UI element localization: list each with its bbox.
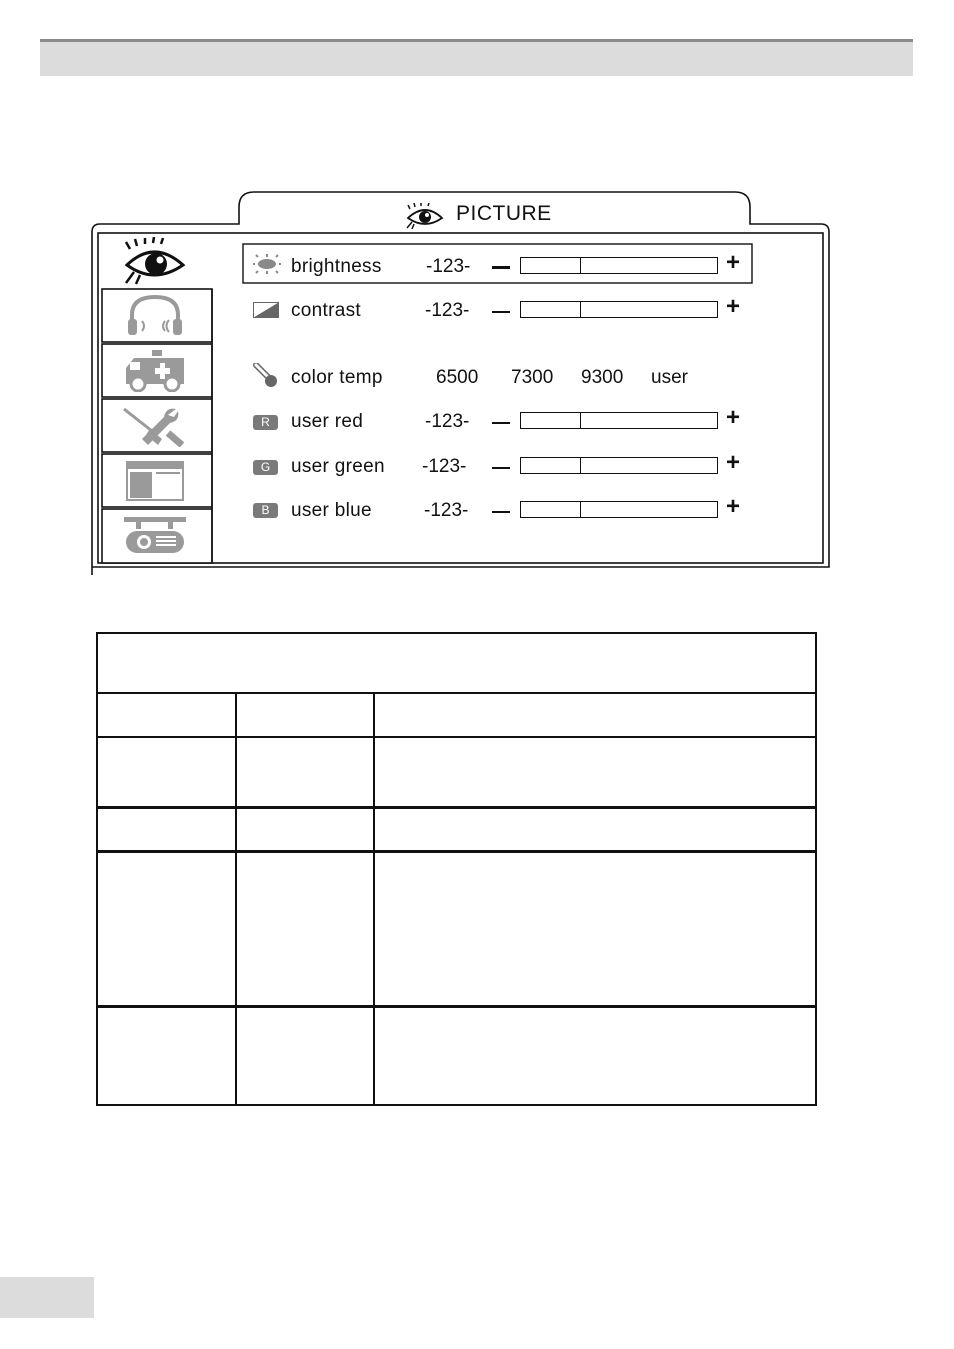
user-green-row[interactable] xyxy=(0,449,954,486)
contrast-increase-button[interactable]: + xyxy=(726,293,741,320)
table-divider xyxy=(98,850,815,853)
user-green-label: user green xyxy=(291,456,385,477)
user-blue-increase-button[interactable]: + xyxy=(726,493,741,520)
color-temp-option-6500[interactable]: 6500 xyxy=(436,367,479,388)
user-red-value: -123- xyxy=(425,411,470,432)
user-blue-row[interactable] xyxy=(0,493,954,530)
thermometer-icon xyxy=(253,363,279,389)
contrast-label: contrast xyxy=(291,300,361,321)
contrast-decrease-button[interactable] xyxy=(492,311,510,313)
blue-channel-badge: B xyxy=(253,503,278,518)
color-temp-row[interactable] xyxy=(0,367,954,397)
brightness-row[interactable] xyxy=(0,249,954,286)
color-temp-label: color temp xyxy=(291,367,383,388)
user-green-slider[interactable] xyxy=(520,457,718,474)
color-temp-option-user[interactable]: user xyxy=(651,367,688,388)
contrast-slider-fill xyxy=(521,302,581,317)
user-red-row[interactable] xyxy=(0,404,954,441)
table-divider xyxy=(98,692,815,694)
table-divider xyxy=(98,736,815,738)
user-red-label: user red xyxy=(291,411,364,432)
eye-icon xyxy=(404,203,446,229)
user-blue-slider[interactable] xyxy=(520,501,718,518)
user-green-decrease-button[interactable] xyxy=(492,467,510,469)
contrast-value: -123- xyxy=(425,300,470,321)
user-red-increase-button[interactable]: + xyxy=(726,404,741,431)
user-blue-slider-fill xyxy=(521,502,581,517)
table-divider xyxy=(98,806,815,809)
color-temp-option-9300[interactable]: 9300 xyxy=(581,367,624,388)
table-divider xyxy=(98,1005,815,1008)
brightness-slider[interactable] xyxy=(520,257,718,274)
settings-table xyxy=(96,632,817,1106)
table-column-divider xyxy=(373,692,375,1104)
sun-icon xyxy=(253,254,281,274)
user-red-decrease-button[interactable] xyxy=(492,422,510,424)
contrast-icon xyxy=(253,302,279,318)
user-green-increase-button[interactable]: + xyxy=(726,449,741,476)
contrast-slider[interactable] xyxy=(520,301,718,318)
brightness-value: -123- xyxy=(426,256,471,277)
user-green-value: -123- xyxy=(422,456,467,477)
user-red-slider-fill xyxy=(521,413,581,428)
color-temp-option-7300[interactable]: 7300 xyxy=(511,367,554,388)
menu-title: PICTURE xyxy=(456,202,552,225)
brightness-decrease-button[interactable] xyxy=(492,266,510,269)
green-channel-badge: G xyxy=(253,460,278,475)
user-blue-label: user blue xyxy=(291,500,372,521)
brightness-label: brightness xyxy=(291,256,382,277)
user-blue-decrease-button[interactable] xyxy=(492,511,510,513)
user-green-slider-fill xyxy=(521,458,581,473)
red-channel-badge: R xyxy=(253,415,278,430)
contrast-row[interactable] xyxy=(0,293,954,330)
brightness-slider-fill xyxy=(521,258,581,273)
user-red-slider[interactable] xyxy=(520,412,718,429)
osd-menu xyxy=(0,0,954,600)
user-blue-value: -123- xyxy=(424,500,469,521)
page-number-tab xyxy=(0,1277,94,1318)
table-column-divider xyxy=(235,692,237,1104)
brightness-increase-button[interactable]: + xyxy=(726,249,741,276)
